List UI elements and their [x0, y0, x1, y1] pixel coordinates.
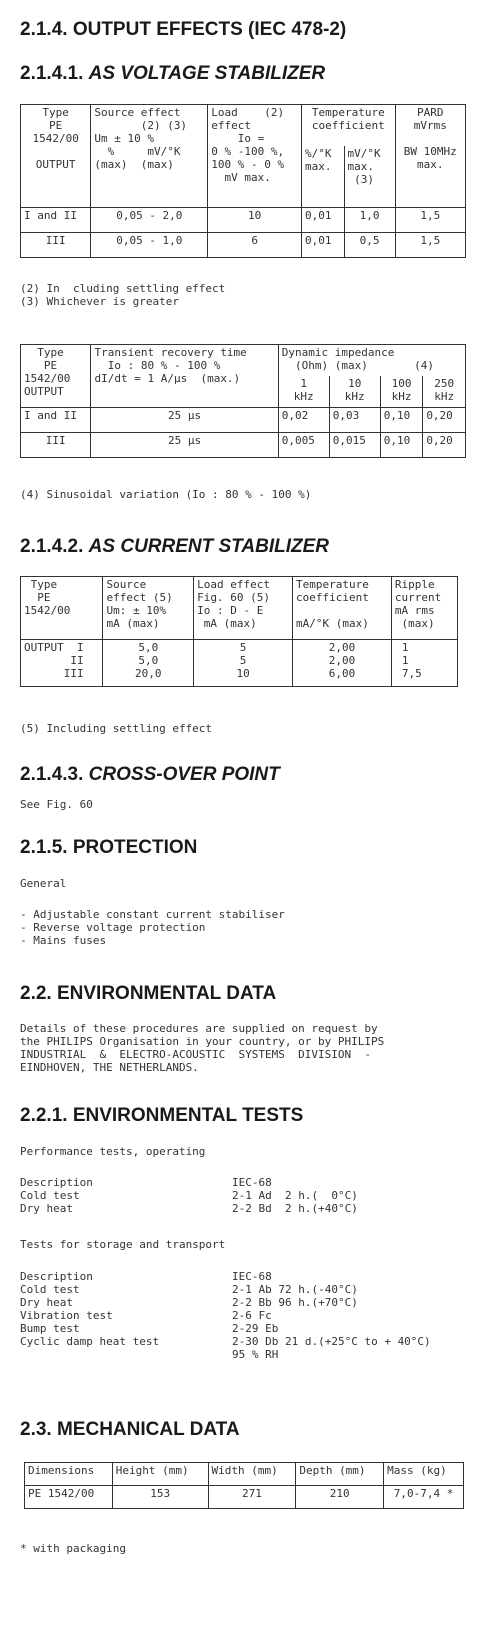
list-item: Dry heat 2-2 Bd 2 h.(+40°C) [20, 1202, 358, 1215]
table-row: III 0,05 - 1,0 6 0,01 0,5 1,5 [21, 233, 466, 258]
section-2-1-4-3-title: 2.1.4.3. CROSS-OVER POINT [20, 764, 280, 785]
storage-tests-list [20, 1270, 431, 1361]
mechanical-data-table [24, 1462, 464, 1509]
header-type: Type PE 1542/00 [21, 577, 103, 640]
section-2-1-5-title: 2.1.5. PROTECTION [20, 837, 198, 858]
environmental-text: Details of these procedures are supplied on request by the PHILIPS Organisation in your country, or by PHILIPS INDUSTRIAL & ELECTRO-ACOUSTIC SYSTEMS DIVISION - EINDHOVEN, THE NETHERLANDS. [20, 1022, 385, 1074]
list-item: Description IEC-68 [20, 1270, 272, 1283]
header-load-effect: Load effect Fig. 60 (5) Io : D - E mA (max) [194, 577, 293, 640]
list-item: Dry heat 2-2 Bb 96 h.(+70°C) [20, 1296, 358, 1309]
header-100khz: 100 kHz [380, 376, 423, 408]
table-row: I and II 0,05 - 2,0 10 0,01 1,0 1,5 [21, 208, 466, 233]
table-header-row [21, 105, 466, 147]
protection-list: - Adjustable constant current stabiliser - Reverse voltage protection - Mains fuses [20, 908, 285, 947]
current-stabilizer-table [20, 576, 458, 687]
section-2-1-4-1-title: 2.1.4.1. AS VOLTAGE STABILIZER [20, 63, 326, 84]
header-source-effect: Source effect (2) (3) Um ± 10 % % mV/°K (max) (max) [91, 105, 208, 208]
list-item: Cold test 2-1 Ad 2 h.( 0°C) [20, 1189, 358, 1202]
performance-tests-label: Performance tests, operating [20, 1145, 206, 1158]
header-ripple: Ripple current mA rms (max) [391, 577, 457, 640]
header-temperature: Temperature coefficient [301, 105, 395, 147]
table-row: PE 1542/00 153 271 210 7,0-7,4 * [25, 1486, 464, 1509]
list-item: Description IEC-68 [20, 1176, 272, 1189]
section-2-1-4-2-title: 2.1.4.2. AS CURRENT STABILIZER [20, 536, 329, 557]
header-1khz: 1 kHz [278, 376, 329, 408]
table-row: I and II 25 µs 0,02 0,03 0,10 0,20 [21, 408, 466, 433]
list-item: Cold test 2-1 Ab 72 h.(-40°C) [20, 1283, 358, 1296]
storage-tests-label: Tests for storage and transport [20, 1238, 226, 1251]
table-row: III 25 µs 0,005 0,015 0,10 0,20 [21, 433, 466, 458]
list-item: Vibration test 2-6 Fc [20, 1309, 272, 1322]
header-load-effect: Load (2) effect Io = 0 % -100 %, 100 % - 0 % mV max. [208, 105, 302, 208]
list-item: Cyclic damp heat test 2-30 Db 21 d.(+25°C to + 40°C) 95 % RH [20, 1335, 431, 1361]
header-dynamic-impedance: Dynamic impedance (Ohm) (max) (4) [278, 345, 465, 377]
header-250khz: 250 kHz [423, 376, 466, 408]
header-10khz: 10 kHz [329, 376, 380, 408]
section-2-2-1-title: 2.2.1. ENVIRONMENTAL TESTS [20, 1105, 304, 1126]
voltage-table-notes: (2) In cluding settling effect (3) Whichever is greater [20, 282, 226, 308]
header-temp-mv: mV/°K max. (3) [344, 146, 395, 207]
section-2-3-title: 2.3. MECHANICAL DATA [20, 1419, 240, 1440]
header-type: Type PE 1542/00 OUTPUT [21, 345, 91, 408]
protection-general: General [20, 877, 67, 890]
performance-tests-list [20, 1176, 358, 1215]
transient-note: (4) Sinusoidal variation (Io : 80 % - 100 %) [20, 488, 312, 501]
current-table-note: (5) Including settling effect [20, 722, 213, 735]
header-source-effect: Source effect (5) Um: ± 10% mA (max) [103, 577, 194, 640]
table-row: OUTPUT I II III 5,0 5,0 20,0 5 5 10 2,00 2,00 6,00 1 1 7,5 [21, 640, 458, 687]
table-header-row: Dimensions Height (mm) Width (mm) Depth (mm) Mass (kg) [25, 1463, 464, 1486]
transient-recovery-table [20, 344, 466, 458]
section-2-1-4-title: 2.1.4. OUTPUT EFFECTS (IEC 478-2) [20, 19, 347, 40]
list-item: Bump test 2-29 Eb [20, 1322, 279, 1335]
section-2-2-title: 2.2. ENVIRONMENTAL DATA [20, 983, 277, 1004]
header-transient: Transient recovery time Io : 80 % - 100 % dI/dt = 1 A/µs (max.) [91, 345, 278, 408]
mechanical-note: * with packaging [20, 1542, 126, 1555]
voltage-stabilizer-table [20, 104, 466, 258]
header-temperature: Temperature coefficient mA/°K (max) [293, 577, 392, 640]
header-type: Type PE 1542/00 OUTPUT [21, 105, 91, 208]
header-pard: PARD mVrms BW 10MHz max. [395, 105, 465, 208]
header-temp-percent: %/°K max. [301, 146, 344, 207]
crossover-text: See Fig. 60 [20, 798, 93, 811]
